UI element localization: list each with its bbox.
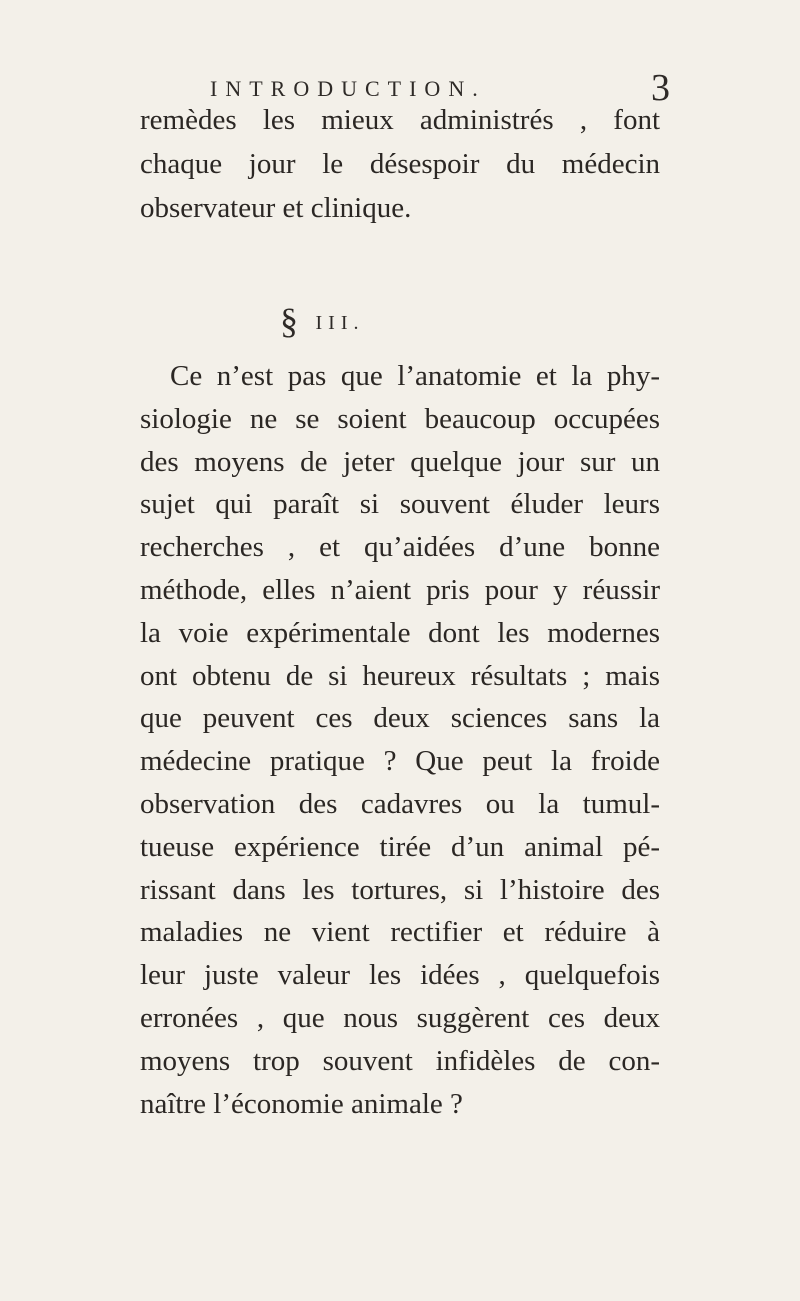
text-line: remèdes les mieux administrés , font [140, 104, 660, 136]
running-title: INTRODUCTION. [210, 76, 486, 101]
text-line: des moyens de jeter quelque jour sur un [140, 445, 660, 478]
section-heading [280, 300, 364, 342]
text-line: sujet qui paraît si souvent éluder leurs [140, 488, 660, 521]
text-line: que peuvent ces deux sciences sans la [140, 702, 660, 735]
text-line: maladies ne vient rectifier et réduire à [140, 916, 660, 949]
text-line: tueuse expérience tirée d’un animal pé- [140, 830, 660, 863]
text-line: observateur et clinique. [140, 192, 412, 224]
section-symbol: § [280, 301, 298, 341]
text-line: la voie expérimentale dont les modernes [140, 616, 660, 649]
text-line: méthode, elles n’aient pris pour y réussir [140, 573, 660, 606]
text-line: observation des cadavres ou la tumul- [140, 787, 660, 820]
paragraph-2 [140, 355, 660, 1125]
text-line: siologie ne se soient beaucoup occupées [140, 402, 660, 435]
text-line: leur juste valeur les idées , quelquefois [140, 959, 660, 992]
paragraph-1 [140, 98, 660, 230]
text-line: ont obtenu de si heureux résultats ; mais [140, 659, 660, 692]
text-line: chaque jour le désespoir du médecin [140, 148, 660, 180]
text-line: moyens trop souvent infidèles de con- [140, 1044, 660, 1077]
text-line: Ce n’est pas que l’anatomie et la phy- [170, 360, 660, 392]
text-line: recherches , et qu’aidées d’une bonne [140, 531, 660, 564]
text-line: erronées , que nous suggèrent ces deux [140, 1001, 660, 1034]
text-line: rissant dans les tortures, si l’histoire des [140, 873, 660, 906]
text-line: médecine pratique ? Que peut la froide [140, 745, 660, 778]
page-number: 3 [651, 67, 670, 109]
section-numeral: III. [315, 312, 365, 334]
text-line: naître l’économie animale ? [140, 1087, 463, 1120]
